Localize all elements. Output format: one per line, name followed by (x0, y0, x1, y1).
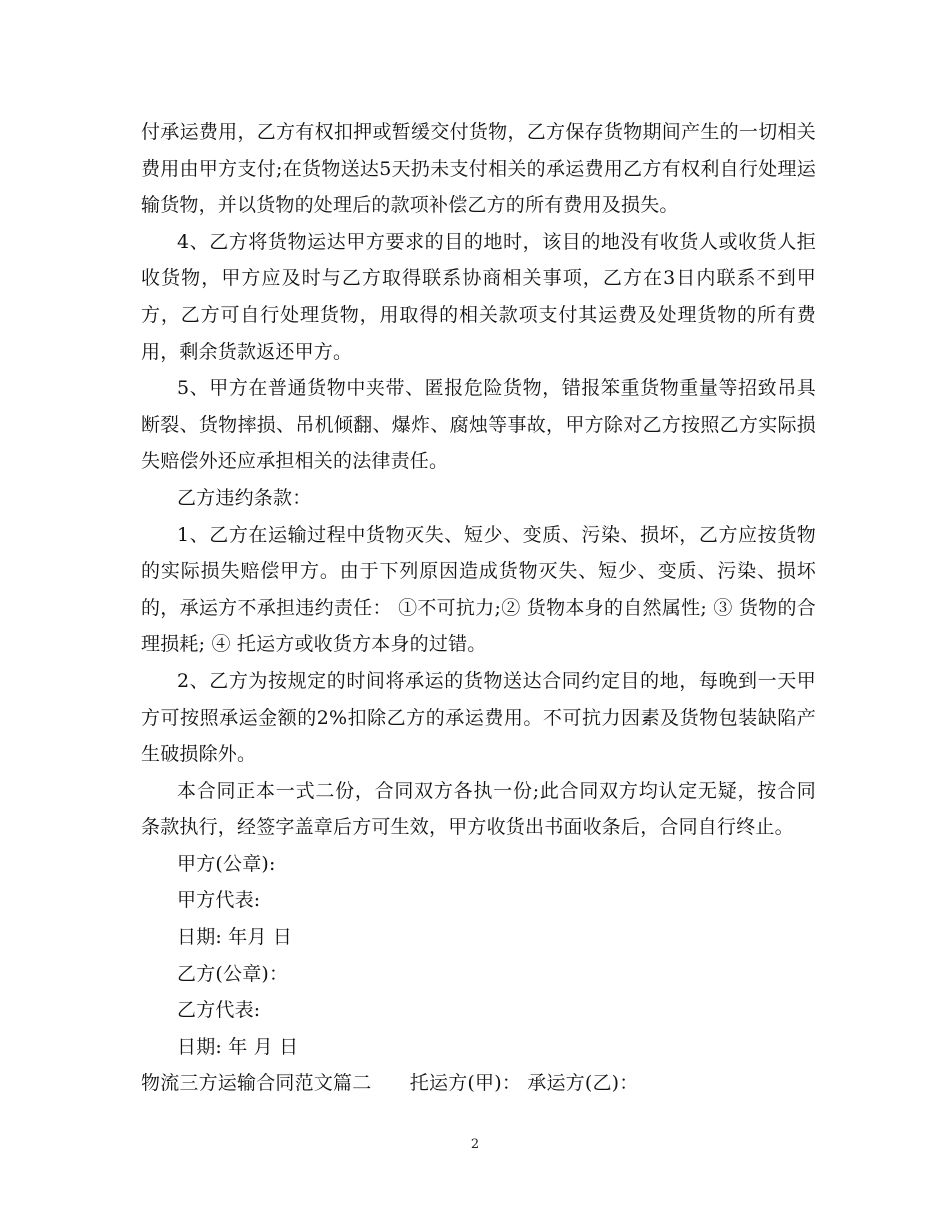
paragraph-contract-copies: 本合同正本一式二份，合同双方各执一份;此合同双方均认定无疑，按合同条款执行，经签字盖章后方可生效，甲方收货出书面收条后，合同自行终止。 (141, 779, 816, 839)
page-number: 2 (470, 1137, 480, 1152)
signature-party-b-seal: 乙方(公章)： (177, 962, 289, 985)
signature-party-b-representative: 乙方代表: (177, 999, 261, 1022)
signature-party-b-date: 日期: 年 月 日 (177, 1035, 299, 1058)
paragraph-party-b-clause-1: 1、乙方在运输过程中货物灭失、短少、变质、污染、损坏，乙方应按货物的实际损失赔偿甲方。由于下列原因造成货物灭失、短少、变质、污染、损坏的，承运方不承担违约责任： ①不可抗力;② 货物本身的自然属性; ③ 货物的合理损耗; ④ 托运方或收货方本身的过错。 (141, 523, 816, 656)
paragraph-continued-payment: 付承运费用，乙方有权扣押或暂缓交付货物，乙方保存货物期间产生的一切相关费用由甲方支付;在货物送达5天扔未支付相关的承运费用乙方有权利自行处理运输货物，并以货物的处理后的款项补偿乙方的所有费用及损失。 (141, 121, 816, 217)
paragraph-clause-4: 4、乙方将货物运达甲方要求的目的地时，该目的地没有收货人或收货人拒收货物，甲方应及时与乙方取得联系协商相关事项，乙方在3日内联系不到甲方，乙方可自行处理货物，用取得的相关款项支付其运费及处理货物的所有费用，剩余货款返还甲方。 (141, 230, 816, 363)
signature-party-a-seal: 甲方(公章): (177, 852, 276, 875)
contract-body (141, 114, 816, 1102)
paragraph-clause-5: 5、甲方在普通货物中夹带、匿报危险货物，错报笨重货物重量等招致吊具断裂、货物摔损、吊机倾翻、爆炸、腐烛等事故，甲方除对乙方按照乙方实际损失赔偿外还应承担相关的法律责任。 (141, 377, 816, 473)
section-heading-party-b-breach: 乙方违约条款： (177, 486, 312, 509)
signature-party-a-representative: 甲方代表: (177, 889, 261, 912)
paragraph-party-b-clause-2: 2、乙方为按规定的时间将承运的货物送达合同约定目的地，每晚到一天甲方可按照承运金额的2%扣除乙方的承运费用。不可抗力因素及货物包装缺陷产生破损除外。 (141, 669, 816, 766)
signature-party-a-date: 日期: 年月 日 (177, 926, 293, 949)
closing-line: 物流三方运输合同范文篇二 托运方(甲)： 承运方(乙)： (141, 1072, 639, 1095)
